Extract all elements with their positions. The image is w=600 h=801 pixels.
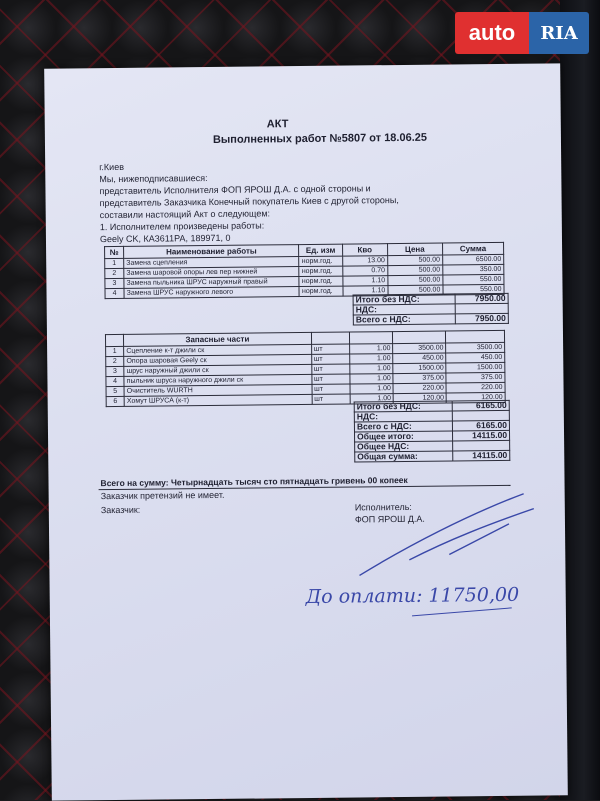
cell: 4 — [106, 376, 124, 386]
cell: 550.00 — [443, 284, 504, 295]
intro-line-4: составили настоящий Акт о следующем: — [99, 208, 271, 221]
doc-subheading: Выполненных работ №5807 от 18.06.25 — [212, 131, 428, 146]
cell: 1.10 — [343, 286, 388, 296]
cell: 220.00 — [393, 383, 446, 394]
cell: Замена сцепления — [124, 257, 300, 269]
cell: Замена шаровой опоры лев пер нижней — [124, 267, 300, 279]
cell: норм.год. — [299, 266, 342, 276]
cell: 1500.00 — [446, 362, 505, 373]
cell: 4 — [105, 288, 124, 298]
cell: 1.00 — [350, 344, 393, 354]
cell: шт — [311, 374, 350, 384]
col-header: Ед. изм — [299, 244, 342, 256]
cell: 500.00 — [387, 265, 442, 276]
intro-line-5: 1. Исполнителем произведены работы: — [99, 220, 265, 233]
cell: 1.00 — [351, 394, 394, 404]
works-table — [104, 242, 505, 299]
cell: 13.00 — [342, 256, 387, 266]
underline-stroke — [412, 607, 512, 616]
executor-name: ФОП ЯРОШ Д.А. — [354, 513, 425, 525]
works-totals — [353, 293, 509, 326]
intro-line-2: представитель Исполнителя ФОП ЯРОШ Д.А. с одной стороны и — [99, 183, 371, 197]
total-label: Итого без НДС: — [354, 401, 452, 412]
col-header: Цена — [387, 243, 442, 256]
total-label: Итого без НДС: — [353, 294, 455, 305]
cell: Очиститель WURTH — [124, 384, 311, 396]
parts-table — [105, 330, 506, 407]
cell: 120.00 — [393, 393, 446, 404]
parts-totals — [354, 400, 511, 463]
cell: Замена ШРУС наружного левого — [124, 287, 300, 299]
intro-line-1: Мы, нижеподписавшиеся: — [99, 173, 208, 185]
total-value: 14115.00 — [453, 450, 510, 461]
total-value: 7950.00 — [455, 313, 508, 324]
total-value: 6165.00 — [453, 420, 510, 431]
cell: 6500.00 — [442, 254, 503, 265]
cell: 2 — [105, 268, 124, 278]
cell: 3500.00 — [446, 342, 505, 353]
signature — [349, 484, 540, 586]
cell: 1.10 — [342, 276, 387, 286]
cell: 450.00 — [393, 353, 446, 364]
total-label: Всего с НДС: — [353, 314, 455, 325]
city: г.Киев — [99, 161, 125, 173]
intro-line-3: представитель Заказчика Конечный покупатель Киев с другой стороны, — [99, 195, 399, 209]
cell: 3 — [105, 278, 124, 288]
total-label: НДС: — [353, 304, 455, 315]
cell: 450.00 — [446, 352, 505, 363]
total-label: Общая сумма: — [355, 451, 453, 462]
total-label: НДС: — [354, 411, 452, 422]
sum-in-words: Всего на сумму: Четырнадцать тысяч сто пятнадцать гривень 00 копеек — [100, 474, 408, 489]
total-row — [353, 313, 508, 325]
cell: 0.70 — [342, 266, 387, 276]
cell: 1 — [105, 258, 124, 268]
total-label: Всего с НДС: — [354, 421, 452, 432]
total-label: Общее НДС: — [355, 441, 453, 452]
cell: 500.00 — [387, 255, 442, 266]
cell: 375.00 — [446, 372, 505, 383]
col-header: Сумма — [442, 242, 503, 255]
cell: 1500.00 — [393, 363, 446, 374]
handwritten-amount: До оплати: 11750,00 — [305, 583, 520, 609]
col-header: Наименование работы — [124, 245, 300, 259]
no-claims-text: Заказчик претензий не имеет. — [100, 489, 225, 502]
total-value: 7950.00 — [455, 293, 508, 304]
cell: 3 — [106, 366, 124, 376]
cell: шт — [311, 364, 350, 374]
cell: Хомут ШРУСА (к-т) — [124, 394, 311, 406]
cell: 3500.00 — [393, 343, 446, 354]
cell: 375.00 — [393, 373, 446, 384]
cell: шт — [312, 384, 351, 394]
cell: Замена пыльника ШРУС наружный правый — [124, 277, 300, 289]
autoria-watermark — [455, 12, 589, 54]
car-info: Geely CK, КА3611РА, 189971, 0 — [99, 232, 231, 245]
cell: 1 — [106, 346, 124, 356]
cell: 500.00 — [388, 275, 443, 286]
cell: норм.год. — [299, 276, 342, 286]
cell: 1.00 — [350, 384, 393, 394]
cell: 5 — [106, 386, 124, 396]
cell: 1.00 — [350, 354, 393, 364]
col-header: Кво — [342, 244, 387, 256]
cell: шт — [311, 344, 350, 354]
total-value: 14115.00 — [453, 430, 510, 441]
cell: 120.00 — [446, 392, 505, 403]
executor-label: Исполнитель: — [354, 501, 412, 513]
logo-auto: auto — [455, 12, 529, 54]
cell: норм.год. — [299, 256, 342, 266]
parts-header: Запасные части — [124, 332, 311, 346]
cell: шт — [311, 354, 350, 364]
total-value: 6165.00 — [452, 400, 509, 411]
cell: шт — [312, 394, 351, 404]
total-row — [355, 450, 510, 462]
cell: Сцепление к-т джили ск — [124, 344, 311, 356]
cell: пыльник шруса наружного джили ск — [124, 374, 311, 386]
cell: 220.00 — [446, 382, 505, 393]
doc-heading: АКТ — [266, 118, 289, 131]
customer-label: Заказчик: — [100, 504, 141, 516]
cell: 1.00 — [350, 374, 393, 384]
col-header: № — [105, 246, 124, 258]
cell: 550.00 — [443, 274, 504, 285]
cell: 2 — [106, 356, 124, 366]
cell: 350.00 — [443, 264, 504, 275]
cell: Опора шаровая Geely ск — [124, 354, 311, 366]
total-label: Общее итого: — [355, 431, 453, 442]
cell: шрус наружный джили ск — [124, 364, 311, 376]
cell: норм.год. — [299, 286, 342, 296]
act-document — [44, 63, 568, 800]
cell: 6 — [106, 396, 124, 406]
cell: 1.00 — [350, 364, 393, 374]
cell: 500.00 — [388, 285, 443, 296]
logo-ria: RIA — [529, 12, 589, 54]
